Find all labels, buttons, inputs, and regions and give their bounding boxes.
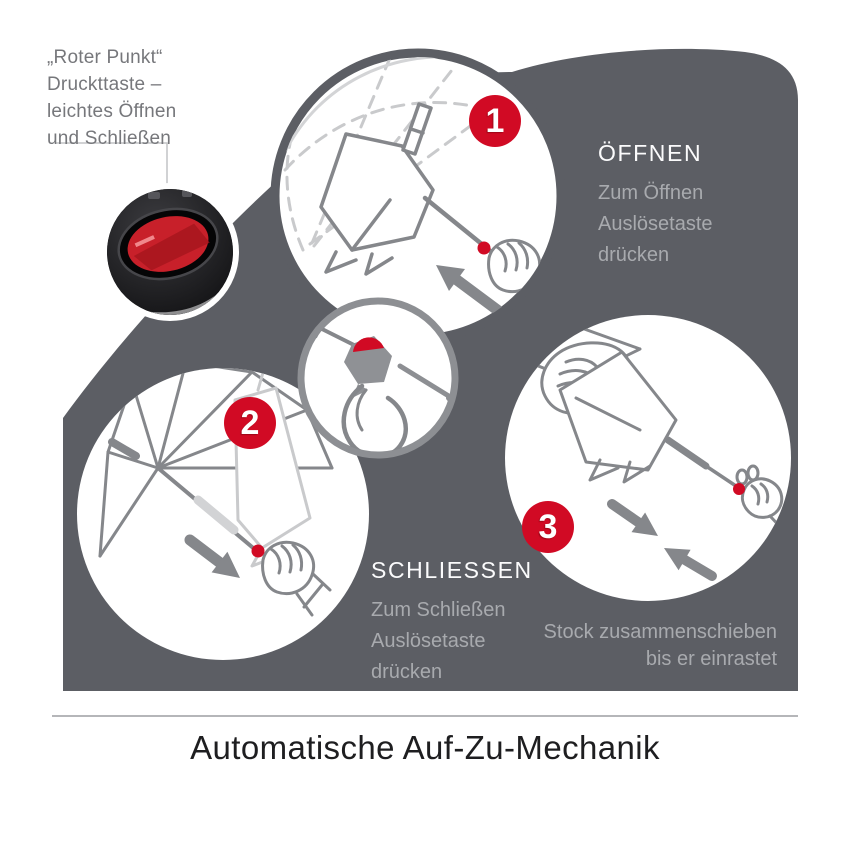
page-title: Automatische Auf-Zu-Mechanik	[190, 729, 660, 766]
open-body-line: Zum Öffnen	[598, 182, 704, 204]
red-dot-annotation	[47, 44, 176, 152]
close-heading: SCHLIESSEN	[371, 557, 533, 583]
annotation-line: „Roter Punkt“	[47, 47, 163, 68]
close-body-line: Zum Schließen	[371, 599, 506, 621]
collapse-body-line: bis er einrastet	[645, 648, 777, 670]
close-body-line: drücken	[371, 661, 443, 683]
open-body-line: Auslösetaste	[598, 213, 713, 235]
collapse-body-line: Stock zusammenschieben	[543, 621, 777, 643]
handle-closeup-illustration	[301, 301, 458, 457]
annotation-line: und Schließen	[47, 128, 172, 149]
open-body-line: drücken	[598, 244, 670, 266]
umbrella-opening-illustration	[275, 53, 561, 339]
step-2-badge: 2	[224, 397, 276, 449]
red-button-photo	[104, 186, 236, 318]
footer-divider	[52, 715, 798, 717]
release-button-dot	[252, 545, 265, 558]
release-button-dot	[733, 483, 745, 495]
release-button-dot	[478, 242, 491, 255]
close-body-line: Auslösetaste	[371, 630, 486, 652]
collapse-instructions	[427, 619, 777, 673]
step-3-badge: 3	[522, 501, 574, 553]
open-instructions	[598, 139, 713, 271]
annotation-line: leichtes Öffnen	[47, 101, 177, 122]
step-1-badge: 1	[469, 95, 521, 147]
annotation-line: Druckttaste –	[47, 74, 162, 95]
open-heading: ÖFFNEN	[598, 140, 703, 166]
